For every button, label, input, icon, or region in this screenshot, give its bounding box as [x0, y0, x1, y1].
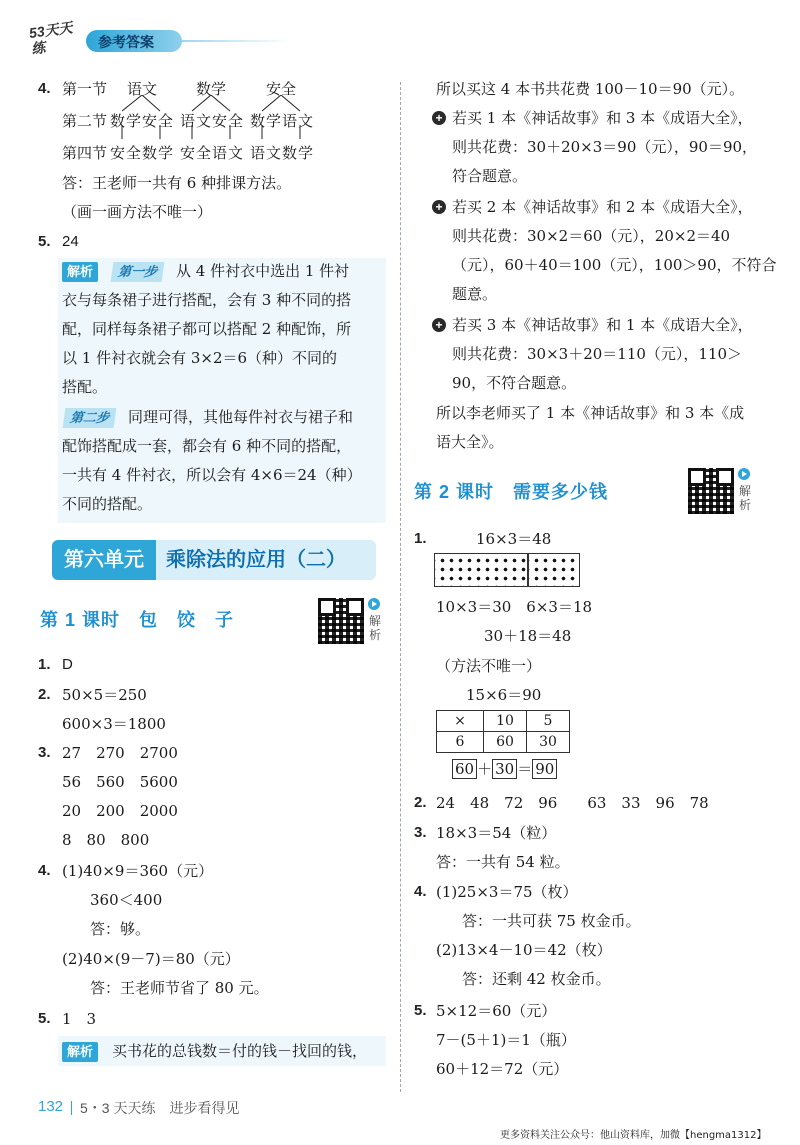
bullet1-line: 符合题意。 [452, 167, 528, 185]
watermark: 更多资料关注公众号：他山资料库，加微【hengma1312】 [500, 1130, 767, 1141]
conclusion-line: 语大全》。 [436, 433, 504, 451]
step2-tag: 第二步 [63, 408, 117, 428]
q4-row2-item: 数学安全 [110, 112, 175, 130]
l2-q1-note: （方法不唯一） [436, 657, 542, 675]
header-rule [182, 40, 292, 42]
plus-bullet-icon: + [432, 111, 446, 125]
q4-number: 4. [38, 80, 51, 97]
operator: ＋ [477, 760, 493, 778]
step2-line: 配饰搭配成一套，都会有 6 种不同的搭配， [62, 437, 352, 455]
l1-q3-line: 8 80 800 [62, 831, 150, 849]
step1-line: 衣与每条裙子进行搭配，会有 3 种不同的搭 [62, 291, 352, 309]
q5-value: 24 [62, 233, 79, 250]
play-icon [738, 468, 750, 480]
bullet2-line: 若买 2 本《神话故事》和 2 本《成语大全》， [452, 198, 753, 216]
q4-note: （画一画方法不唯一） [62, 203, 213, 221]
answer-badge-label: 参考答案 [98, 34, 154, 50]
q4-row3-item: 安全数学 [110, 144, 175, 162]
carry-line: 所以买这 4 本书共花费 100－10＝90（元）。 [436, 80, 745, 98]
lesson2-qr-label: 解析 [738, 484, 751, 512]
l1-q2-line: 50×5＝250 [62, 686, 147, 704]
q4-row1-item: 数学 [196, 80, 227, 98]
l1-q1-number: 1. [38, 656, 51, 673]
answer-badge [86, 30, 182, 52]
q4-row2-item: 语文安全 [180, 112, 245, 130]
multiplication-table [436, 710, 570, 753]
q4-row3-item: 安全语文 [180, 144, 245, 162]
step2-line: 不同的搭配。 [62, 495, 153, 513]
q4-row1-item: 语文 [127, 80, 158, 98]
l2-q5-number: 5. [414, 1002, 427, 1019]
boxed-value: 60 [452, 759, 477, 779]
bullet2-line: （元），60＋40＝100（元），100＞90，不符合 [452, 256, 777, 274]
l1-q5-explanation-line: 买书花的总钱数＝付的钱－找回的钱， [112, 1042, 368, 1060]
unit-title: 乘除法的应用（二） [166, 549, 346, 571]
table-row [437, 711, 570, 732]
l2-q4-line: 答：还剩 42 枚金币。 [462, 970, 611, 988]
bullet3-line: 90，不符合题意。 [452, 374, 577, 392]
step2-line: 一共有 4 件衬衣，所以会有 4×6＝24（种） [62, 466, 362, 484]
explanation-tag: 解析 [62, 262, 98, 282]
l2-q1-eq: 30＋18＝48 [484, 627, 572, 645]
l1-q3-line: 20 200 2000 [62, 802, 178, 820]
table-cell: 5 [527, 711, 570, 732]
l1-q1-answer: D [62, 656, 73, 673]
l2-q3-line: 18×3＝54（粒） [436, 824, 557, 842]
bullet2-line: 则共花费：30×2＝60（元），20×2＝40 [452, 227, 731, 245]
l1-q4-line: (2)40×(9－7)＝80（元） [62, 950, 240, 968]
l1-q4-line: 答：王老师节省了 80 元。 [90, 979, 269, 997]
l2-q3-line: 答：一共有 54 粒。 [436, 853, 570, 871]
l1-q4-line: 答：够。 [90, 920, 151, 938]
l2-q4-line: (2)13×4－10＝42（枚） [436, 941, 612, 959]
table-cell: 6 [437, 732, 484, 753]
lesson1-qr-code[interactable] [318, 598, 364, 644]
l2-q5-line: 5×12＝60（元） [436, 1002, 557, 1020]
q4-row2-item: 数学语文 [250, 112, 315, 130]
l2-q5-line: 60＋12＝72（元） [436, 1060, 569, 1078]
explanation-tag: 解析 [62, 1042, 98, 1062]
step1-line: 从 4 件衬衣中选出 1 件衬 [176, 262, 350, 280]
step2-line: 同理可得，其他每件衬衣与裙子和 [128, 408, 354, 426]
q5-number: 5. [38, 233, 51, 250]
table-cell: × [437, 711, 484, 732]
l2-q2-values: 24 48 72 96 63 33 96 78 [436, 794, 709, 812]
page-number: 132 [38, 1098, 64, 1115]
l2-q1-eq: 10×3＝30 6×3＝18 [436, 598, 593, 616]
l2-q4-line: (1)25×3＝75（枚） [436, 883, 578, 901]
q4-row3-item: 语文数学 [250, 144, 315, 162]
l1-q2-line: 600×3＝1800 [62, 715, 166, 733]
operator: ＝ [517, 760, 533, 778]
logo-text: 53天天练 [27, 19, 74, 57]
q4-row3-label: 第四节 [62, 144, 108, 162]
l1-q4-line: 360＜400 [90, 891, 163, 909]
plus-bullet-icon: + [432, 200, 446, 214]
l2-q1-number: 1. [414, 530, 427, 547]
footer-series: 5・3 天天练 进步看得见 [80, 1100, 240, 1116]
boxed-value: 90 [532, 759, 557, 779]
l1-q4-line: (1)40×9＝360（元） [62, 862, 214, 880]
unit-banner [52, 540, 376, 580]
bullet2-line: 题意。 [452, 285, 498, 303]
logo [27, 19, 80, 58]
unit-label: 第六单元 [52, 540, 156, 580]
play-icon [368, 598, 380, 610]
bullet3-line: 若买 3 本《神话故事》和 1 本《成语大全》， [452, 316, 753, 334]
footer-separator [71, 1101, 72, 1115]
bullet3-line: 则共花费：30×3＋20＝110（元），110＞ [452, 345, 743, 363]
step1-line: 配，同样每条裙子都可以搭配 2 种配饰，所 [62, 320, 352, 338]
l1-q3-number: 3. [38, 744, 51, 761]
l1-q3-line: 56 560 5600 [62, 773, 178, 791]
q4-row1-item: 安全 [266, 80, 297, 98]
q4-row1-label: 第一节 [62, 80, 108, 98]
l2-q4-number: 4. [414, 883, 427, 900]
bullet1-line: 若买 1 本《神话故事》和 3 本《成语大全》， [452, 109, 753, 127]
table-cell: 10 [484, 711, 527, 732]
lesson2-title: 第 2 课时 需要多少钱 [414, 482, 609, 502]
lesson2-qr-code[interactable] [688, 468, 734, 514]
boxed-value: 30 [492, 759, 517, 779]
l2-q1-eq: 15×6＝90 [466, 686, 542, 704]
l1-q2-number: 2. [38, 686, 51, 703]
l2-q3-number: 3. [414, 824, 427, 841]
lesson1-title: 第 1 课时 包 饺 子 [40, 610, 235, 630]
column-divider [400, 82, 401, 1092]
l2-q2-number: 2. [414, 794, 427, 811]
dot-array-right [528, 553, 580, 587]
step1-line: 搭配。 [62, 378, 108, 396]
table-cell: 30 [527, 732, 570, 753]
bullet1-line: 则共花费：30＋20×3＝90（元），90＝90， [452, 138, 758, 156]
table-cell: 60 [484, 732, 527, 753]
lesson1-qr-label: 解析 [368, 614, 381, 642]
step1-tag: 第一步 [111, 262, 165, 282]
boxed-equation [452, 758, 557, 780]
q4-row2-label: 第二节 [62, 112, 108, 130]
l1-q4-number: 4. [38, 862, 51, 879]
l2-q1-eq-top: 16×3＝48 [476, 530, 552, 548]
l2-q4-line: 答：一共可获 75 枚金币。 [462, 912, 641, 930]
l1-q5-number: 5. [38, 1010, 51, 1027]
l1-q5-line: 1 3 [62, 1010, 97, 1028]
q4-answer: 答：王老师一共有 6 种排课方法。 [62, 174, 292, 192]
l1-q3-line: 27 270 2700 [62, 744, 178, 762]
step1-line: 以 1 件衬衣就会有 3×2＝6（种）不同的 [62, 349, 338, 367]
table-row [437, 732, 570, 753]
l2-q5-line: 7－(5＋1)＝1（瓶） [436, 1031, 576, 1049]
dot-array-left [434, 553, 528, 587]
conclusion-line: 所以李老师买了 1 本《神话故事》和 3 本《成 [436, 404, 745, 422]
plus-bullet-icon: + [432, 318, 446, 332]
